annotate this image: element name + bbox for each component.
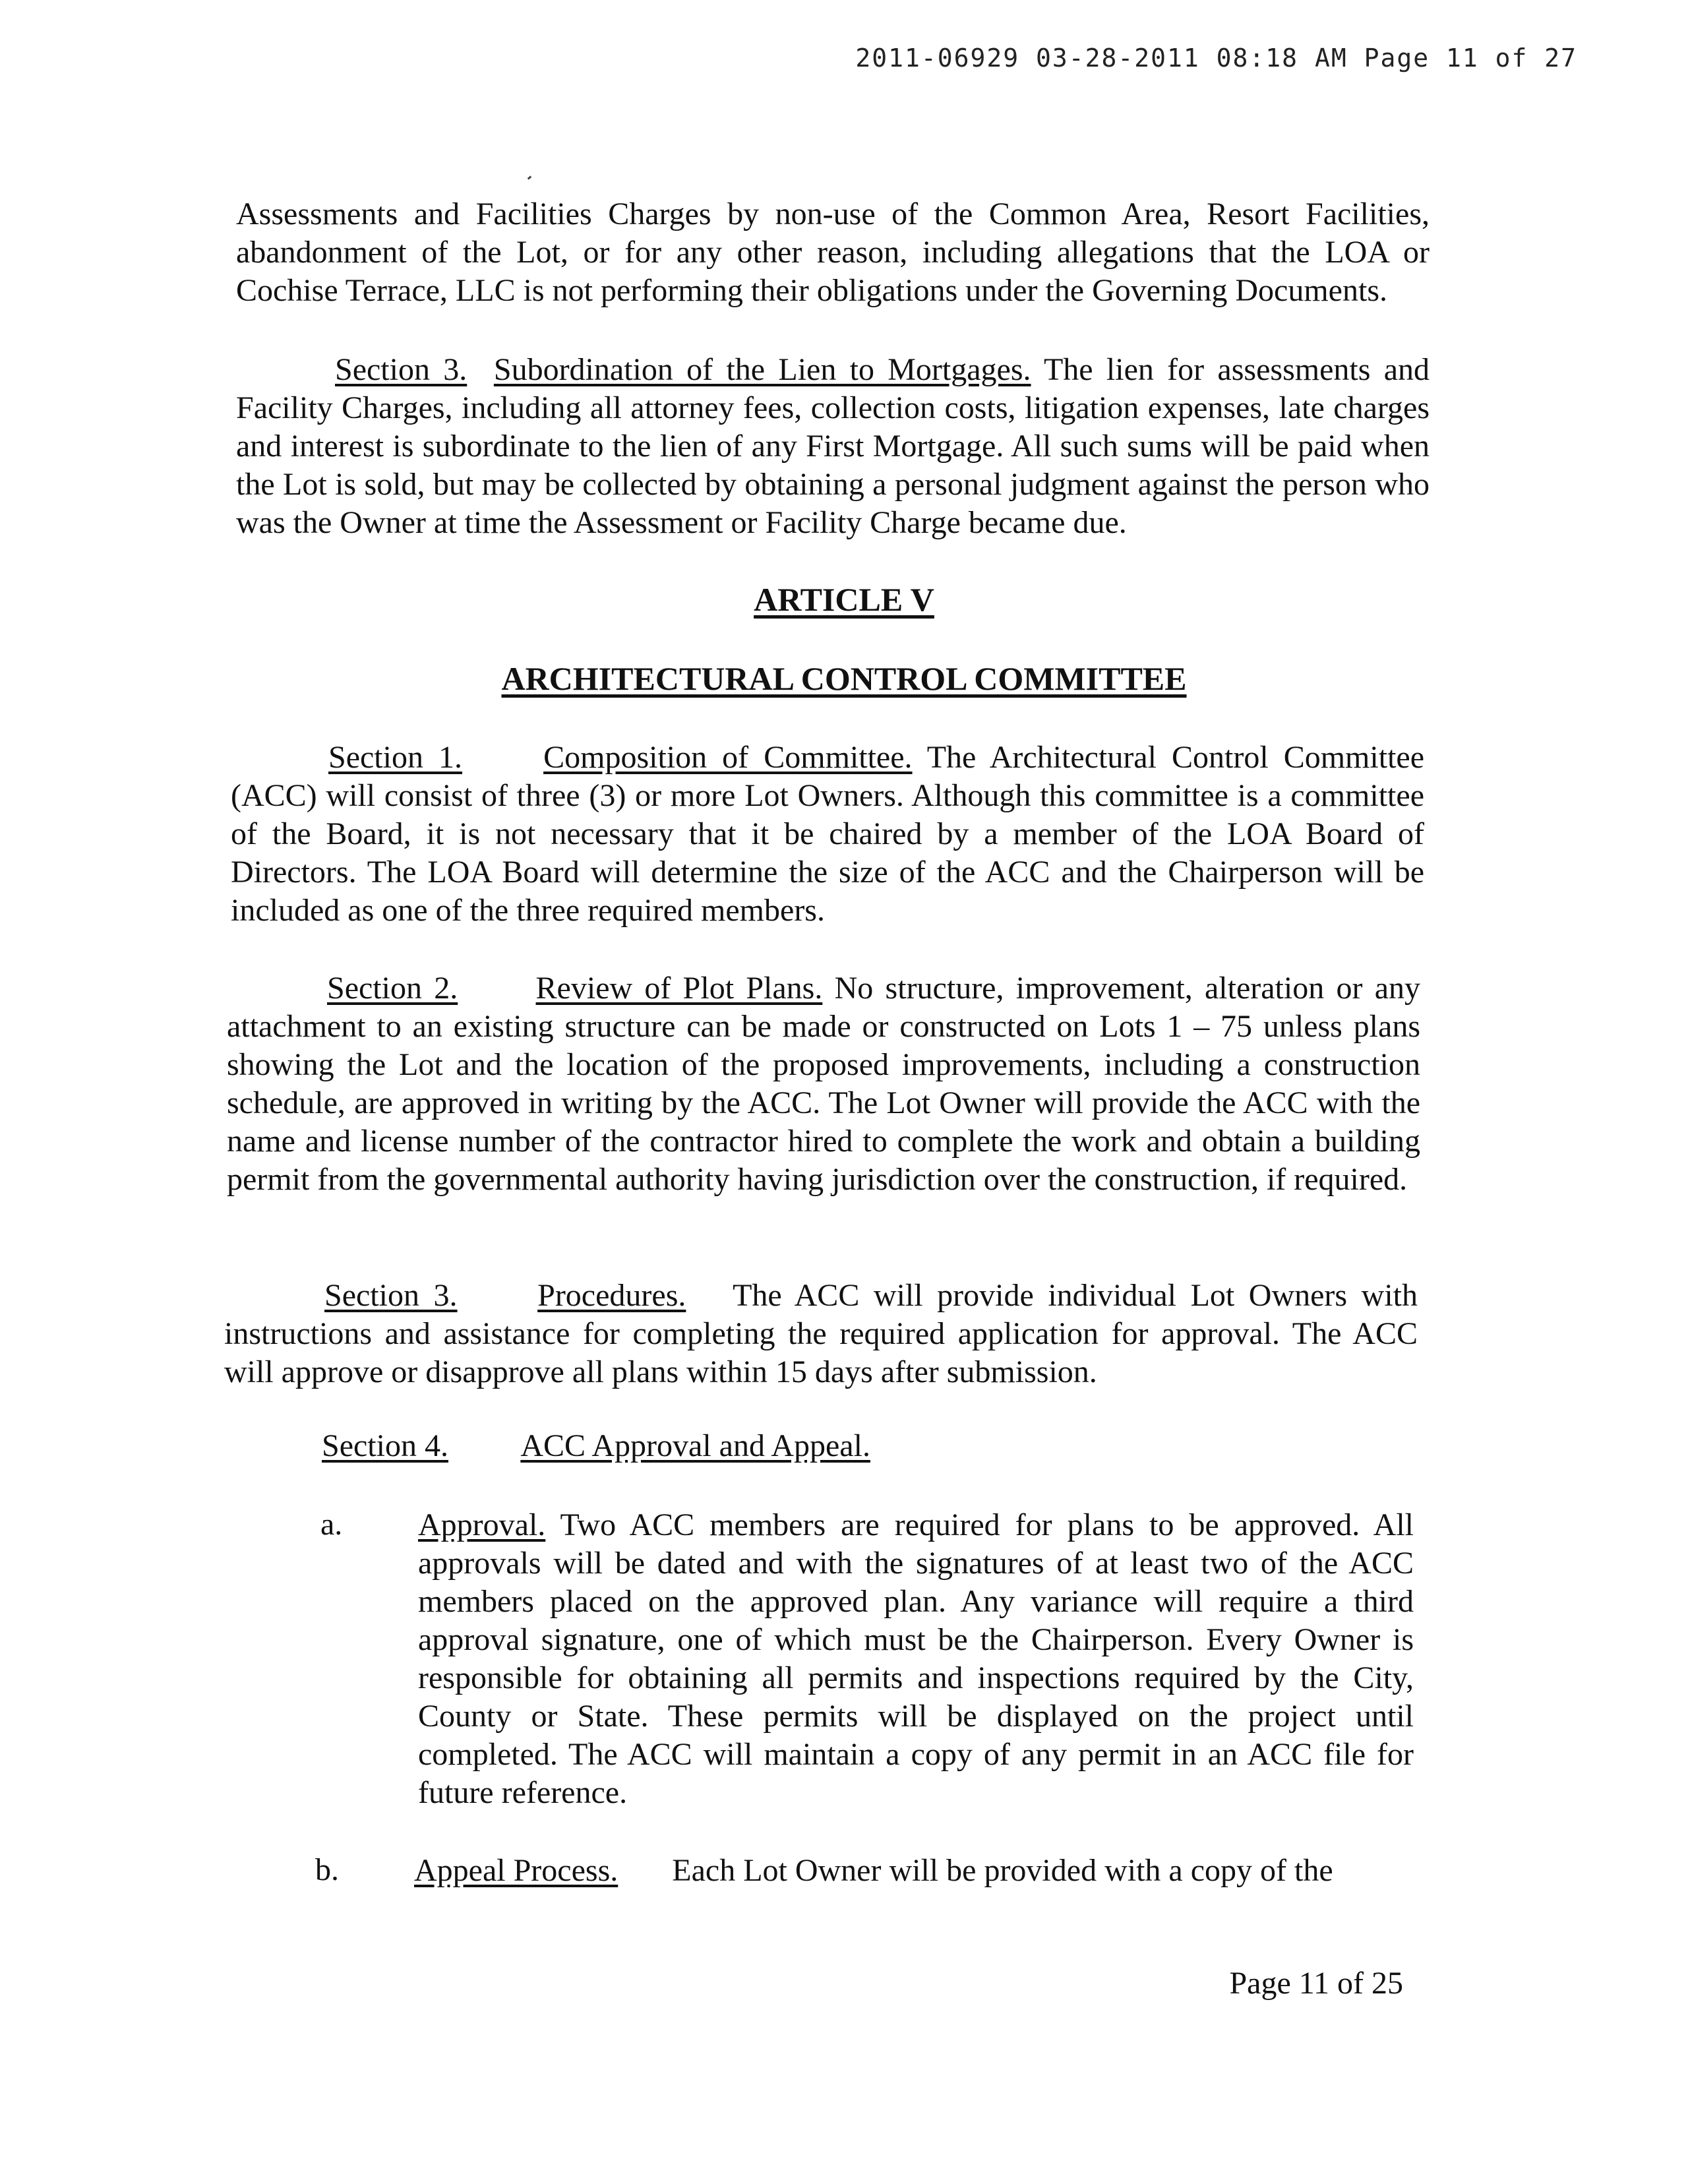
article-title: ARCHITECTURAL CONTROL COMMITTEE: [501, 660, 1187, 697]
article4-section3-text: The lien for assessments and Facility Charges, including all attorney fees, collection costs, litigation expenses, late charges and interest is subordinate to the lien of any First Mortgage. All such sums will be paid when the Lot is sold, but may be collected by obtaining a personal judgment against the person who was the Owner at time the Assessment or Facility Charge became due.: [236, 352, 1430, 540]
article4-section3-label: Section 3.: [335, 352, 467, 387]
fax-header: 2011-06929 03-28-2011 08:18 AM Page 11 of 27: [855, 44, 1577, 73]
item-a-title: Approval.: [418, 1507, 546, 1542]
section2-title: Review of Plot Plans.: [535, 971, 823, 1006]
item-a-paragraph: [418, 1506, 1414, 1812]
page-number: Page 11 of 25: [1229, 1966, 1403, 2001]
section2-label: Section 2.: [327, 971, 458, 1006]
item-b-letter: b.: [315, 1852, 339, 1887]
item-a-text: Two ACC members are required for plans to be approved. All approvals will be dated and with the signatures of at least two of the ACC members placed on the approved plan. Any variance will require a third approval signature, one of which must be the Chairperson. Every Owner is responsible for obtaining all permits and inspections required by the City, County or State. These permits will be displayed on the project until completed. The ACC will maintain a copy of any permit in an ACC file for future reference.: [418, 1507, 1414, 1810]
section3-title: Procedures.: [537, 1278, 686, 1313]
section3-paragraph: [224, 1277, 1418, 1391]
item-b-paragraph: [414, 1852, 1416, 1890]
section4-heading: [322, 1427, 1443, 1465]
stray-mark: [528, 175, 532, 179]
article4-section3-title: Subordination of the Lien to Mortgages.: [493, 352, 1031, 387]
section3-text: The ACC will provide individual Lot Owners with instructions and assistance for completing the required application for approval. The ACC will approve or disapprove all plans within 15 days after submission.: [224, 1278, 1418, 1389]
section4-title: ACC Approval and Appeal.: [520, 1428, 870, 1463]
section1-label: Section 1.: [328, 740, 463, 775]
item-b-title: Appeal Process.: [414, 1853, 618, 1888]
section1-text: The Architectural Control Committee (ACC) will consist of three (3) or more Lot Owners. Although this committee is a committee of the Board, it is not necessary that it be chaired by a member of the LOA Board of Directors. The LOA Board will determine the size of the ACC and the Chairperson will be included as one of the three required members.: [231, 740, 1425, 928]
section1-paragraph: [231, 739, 1424, 930]
continuation-text: Assessments and Facilities Charges by non-use of the Common Area, Resort Facilities, abandonment of the Lot, or for any other reason, including allegations that the LOA or Cochise Terrace, LLC is not performing their obligations under the Governing Documents.: [236, 197, 1430, 308]
item-a-letter: a.: [320, 1507, 343, 1542]
section3-label: Section 3.: [324, 1278, 458, 1313]
section2-paragraph: [227, 969, 1420, 1199]
section4-label: Section 4.: [322, 1428, 448, 1463]
section2-text: No structure, improvement, alteration or any attachment to an existing structure can be made or constructed on Lots 1 – 75 unless plans showing the Lot and the location of the proposed improvements, including a construction schedule, are approved in writing by the ACC. The Lot Owner will provide the ACC with the name and license number of the contractor hired to complete the work and obtain a building permit from the governmental authority having jurisdiction over the construction, if required.: [227, 971, 1421, 1197]
item-b-text: Each Lot Owner will be provided with a copy of the: [672, 1853, 1333, 1888]
article-number: ARTICLE V: [754, 581, 934, 618]
section1-title: Composition of Committee.: [543, 740, 913, 775]
continuation-paragraph: [236, 195, 1430, 310]
article4-section3: [236, 351, 1430, 542]
